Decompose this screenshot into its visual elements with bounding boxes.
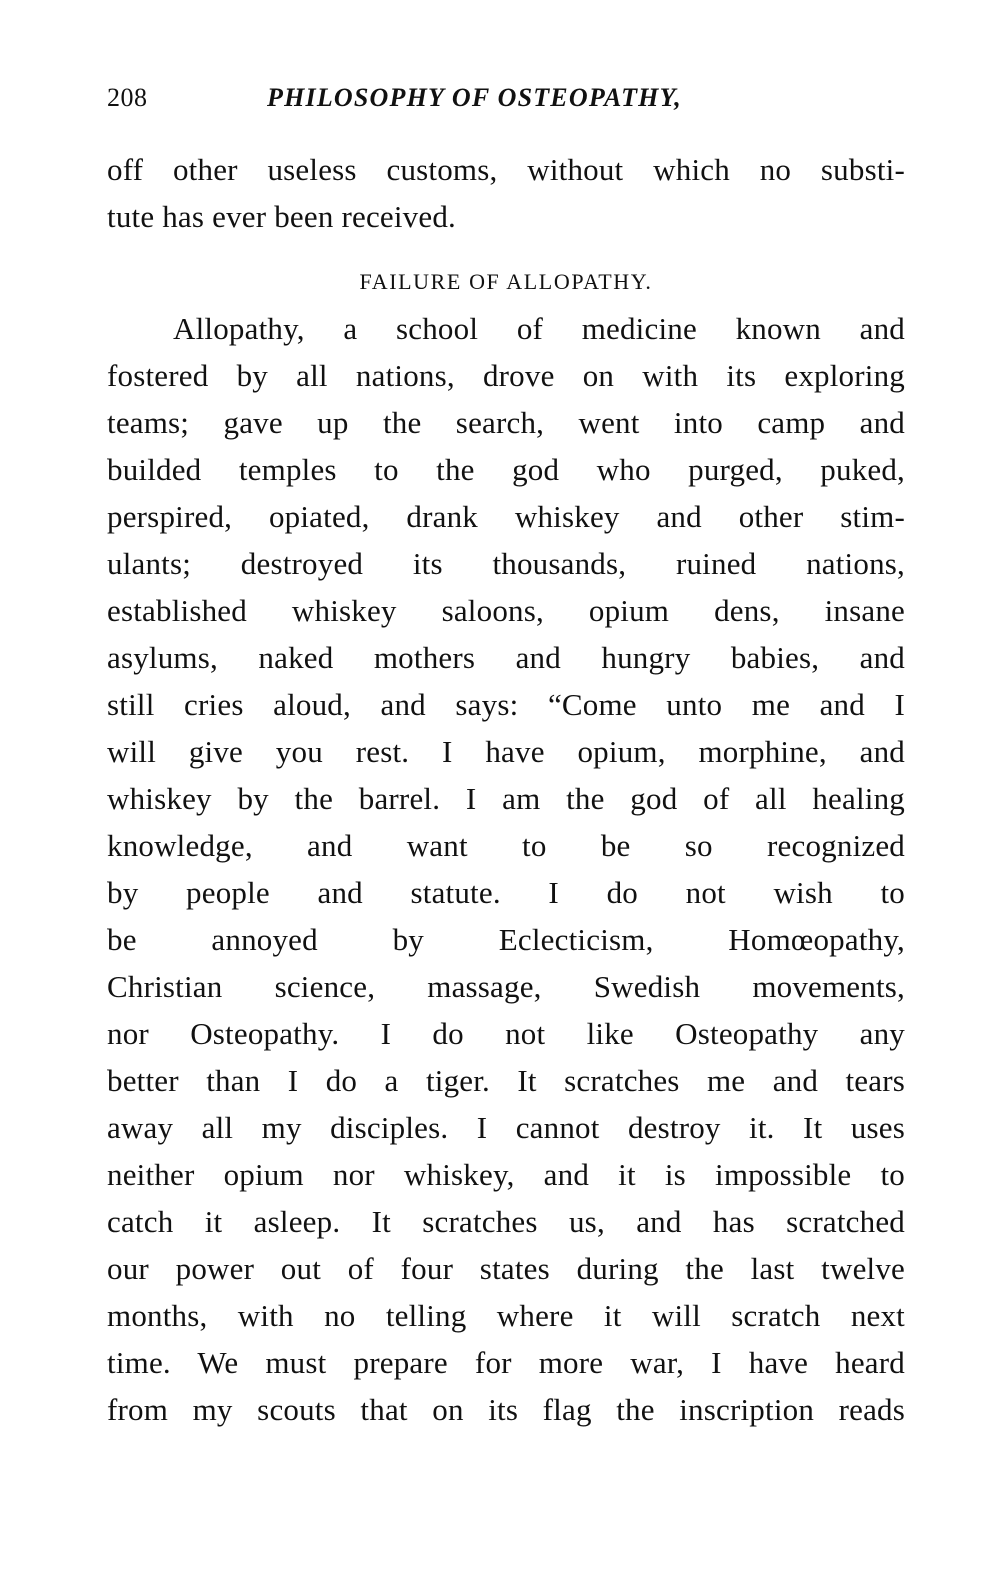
text-line: tute has ever been received. [107, 199, 456, 234]
text-line: will give you rest. I have opium, morphine, and [107, 734, 905, 769]
text-line: be annoyed by Eclecticism, Homœopathy, [107, 922, 905, 957]
text-line: better than I do a tiger. It scratches me and tears [107, 1063, 905, 1098]
text-line: builded temples to the god who purged, puked, [107, 452, 905, 487]
text-line: Allopathy, a school of medicine known and [173, 311, 905, 346]
text-line: still cries aloud, and says: “Come unto me and I [107, 687, 905, 722]
text-line: knowledge, and want to be so recognized [107, 828, 905, 863]
text-line: time. We must prepare for more war, I have heard [107, 1345, 905, 1380]
text-line: Christian science, massage, Swedish movements, [107, 969, 905, 1004]
text-line: perspired, opiated, drank whiskey and other stim- [107, 499, 905, 534]
text-line: teams; gave up the search, went into camp and [107, 405, 905, 440]
text-line: by people and statute. I do not wish to [107, 875, 905, 910]
continuation-paragraph [107, 146, 905, 240]
text-line: away all my disciples. I cannot destroy it. It uses [107, 1110, 905, 1145]
running-title: PHILOSOPHY OF OSTEOPATHY, [267, 83, 682, 112]
text-line: our power out of four states during the last twelve [107, 1251, 905, 1286]
text-line: nor Osteopathy. I do not like Osteopathy any [107, 1016, 905, 1051]
text-line: whiskey by the barrel. I am the god of all healing [107, 781, 905, 816]
text-line: fostered by all nations, drove on with its exploring [107, 358, 905, 393]
text-line: ulants; destroyed its thousands, ruined nations, [107, 546, 905, 581]
text-line: neither opium nor whiskey, and it is impossible to [107, 1157, 905, 1192]
running-head [107, 78, 767, 118]
text-line: established whiskey saloons, opium dens, insane [107, 593, 905, 628]
text-line: months, with no telling where it will scratch next [107, 1298, 905, 1333]
section-heading: FAILURE OF ALLOPATHY. [359, 269, 653, 294]
text-line: off other useless customs, without which no substi- [107, 152, 905, 187]
text-line: catch it asleep. It scratches us, and has scratched [107, 1204, 905, 1239]
body-paragraph [107, 305, 905, 1433]
text-line: from my scouts that on its flag the inscription reads [107, 1392, 905, 1427]
page-number: 208 [107, 83, 148, 112]
text-line: asylums, naked mothers and hungry babies, and [107, 640, 905, 675]
